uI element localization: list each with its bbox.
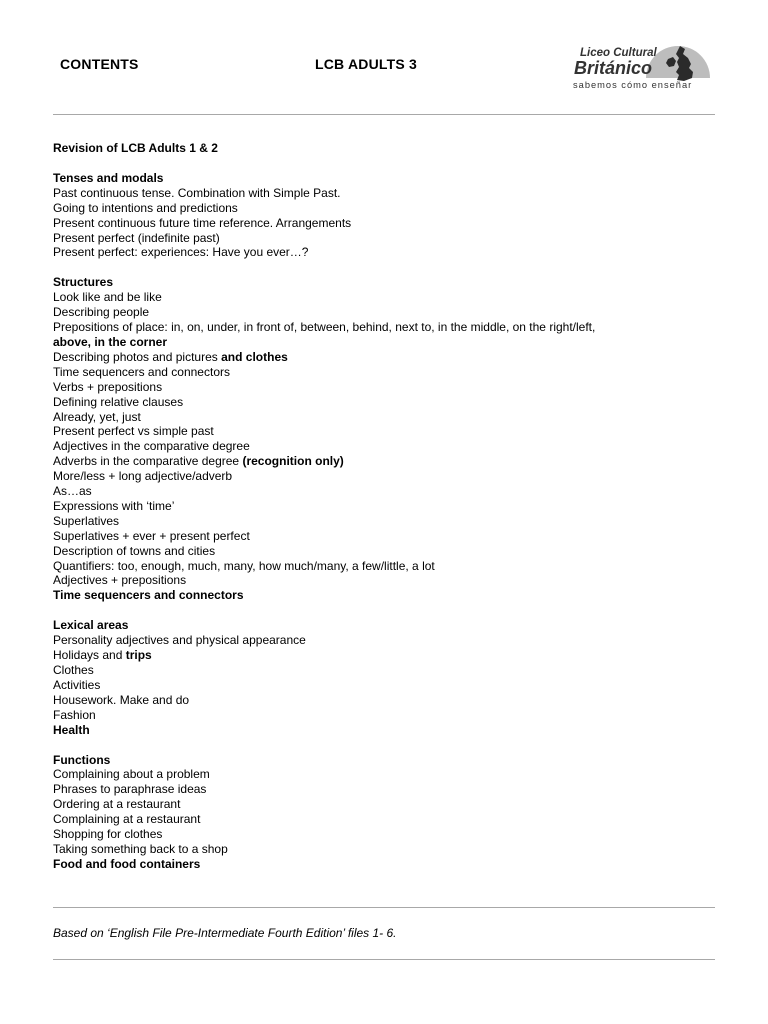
course-title: LCB ADULTS 3 xyxy=(315,56,417,72)
logo-line2: Británico xyxy=(574,58,653,78)
list-item: Taking something back to a shop xyxy=(53,841,228,856)
section-heading-tenses: Tenses and modals xyxy=(53,170,164,185)
list-item: Present perfect vs simple past xyxy=(53,424,214,439)
list-item: Expressions with ‘time’ xyxy=(53,498,175,513)
list-item: Superlatives + ever + present perfect xyxy=(53,528,250,543)
list-item: Complaining at a restaurant xyxy=(53,812,201,827)
contents-list xyxy=(53,141,713,872)
list-item: Personality adjectives and physical appearance xyxy=(53,633,306,648)
list-item: Already, yet, just xyxy=(53,409,141,424)
list-item: Adjectives in the comparative degree xyxy=(53,439,250,454)
list-item: Fashion xyxy=(53,707,96,722)
list-item xyxy=(53,350,713,365)
contents-title: CONTENTS xyxy=(60,56,139,72)
revision-heading: Revision of LCB Adults 1 & 2 xyxy=(53,141,218,155)
list-item: Superlatives xyxy=(53,513,120,528)
list-item-text: Adverbs in the comparative degree xyxy=(53,454,240,469)
list-item: Quantifiers: too, enough, much, many, how much/many, a few/little, a lot xyxy=(53,558,435,573)
list-item: Verbs + prepositions xyxy=(53,379,163,394)
list-item: Prepositions of place: in, on, under, in front of, between, behind, next to, in the middle, on the right/left, xyxy=(53,320,596,335)
list-item: Present perfect (indefinite past) xyxy=(53,230,220,245)
list-item-text: Holidays and xyxy=(53,648,123,663)
liceo-cultural-britanico-logo xyxy=(568,42,716,92)
footer-bottom-divider xyxy=(53,959,715,960)
list-item: Phrases to paraphrase ideas xyxy=(53,782,207,797)
section-heading-lexical: Lexical areas xyxy=(53,618,129,633)
list-item: Food and food containers xyxy=(53,856,201,871)
footer-note: Based on ‘English File Pre-Intermediate Fourth Edition’ files 1- 6. xyxy=(53,926,397,940)
list-item-bold: and clothes xyxy=(221,349,288,364)
list-item: Housework. Make and do xyxy=(53,692,190,707)
list-item: Clothes xyxy=(53,663,94,677)
list-item: Past continuous tense. Combination with Simple Past. xyxy=(53,185,341,200)
list-item: Going to intentions and predictions xyxy=(53,200,238,215)
list-item: More/less + long adjective/adverb xyxy=(53,469,233,484)
list-item-text: Describing photos and pictures xyxy=(53,349,218,364)
list-item: Shopping for clothes xyxy=(53,827,163,842)
list-item-bold: (recognition only) xyxy=(242,454,344,469)
list-item: Present perfect: experiences: Have you ever…? xyxy=(53,245,309,260)
list-item: Present continuous future time reference. Arrangements xyxy=(53,215,352,230)
list-item: Defining relative clauses xyxy=(53,394,184,409)
list-item xyxy=(53,648,713,663)
list-item-bold: trips xyxy=(125,648,152,663)
list-item: Complaining about a problem xyxy=(53,767,210,782)
section-heading-structures: Structures xyxy=(53,275,114,290)
header-divider xyxy=(53,114,715,115)
list-item: Description of towns and cities xyxy=(53,543,216,558)
list-item: Describing people xyxy=(53,305,150,320)
list-item: Look like and be like xyxy=(53,290,162,305)
section-heading-functions: Functions xyxy=(53,752,111,767)
list-item: Health xyxy=(53,722,90,737)
list-item xyxy=(53,335,713,350)
list-item-bold: above, in the corner xyxy=(53,334,168,349)
list-item xyxy=(53,454,713,469)
list-item: Time sequencers and connectors xyxy=(53,588,244,603)
list-item: Adjectives + prepositions xyxy=(53,573,187,588)
list-item: Activities xyxy=(53,677,101,692)
list-item: Time sequencers and connectors xyxy=(53,364,230,379)
list-item: Ordering at a restaurant xyxy=(53,797,181,812)
footer-top-divider xyxy=(53,907,715,908)
logo-tagline: sabemos cómo enseñar xyxy=(573,80,693,90)
list-item: As…as xyxy=(53,484,92,499)
logo-line1: Liceo Cultural xyxy=(580,47,657,59)
